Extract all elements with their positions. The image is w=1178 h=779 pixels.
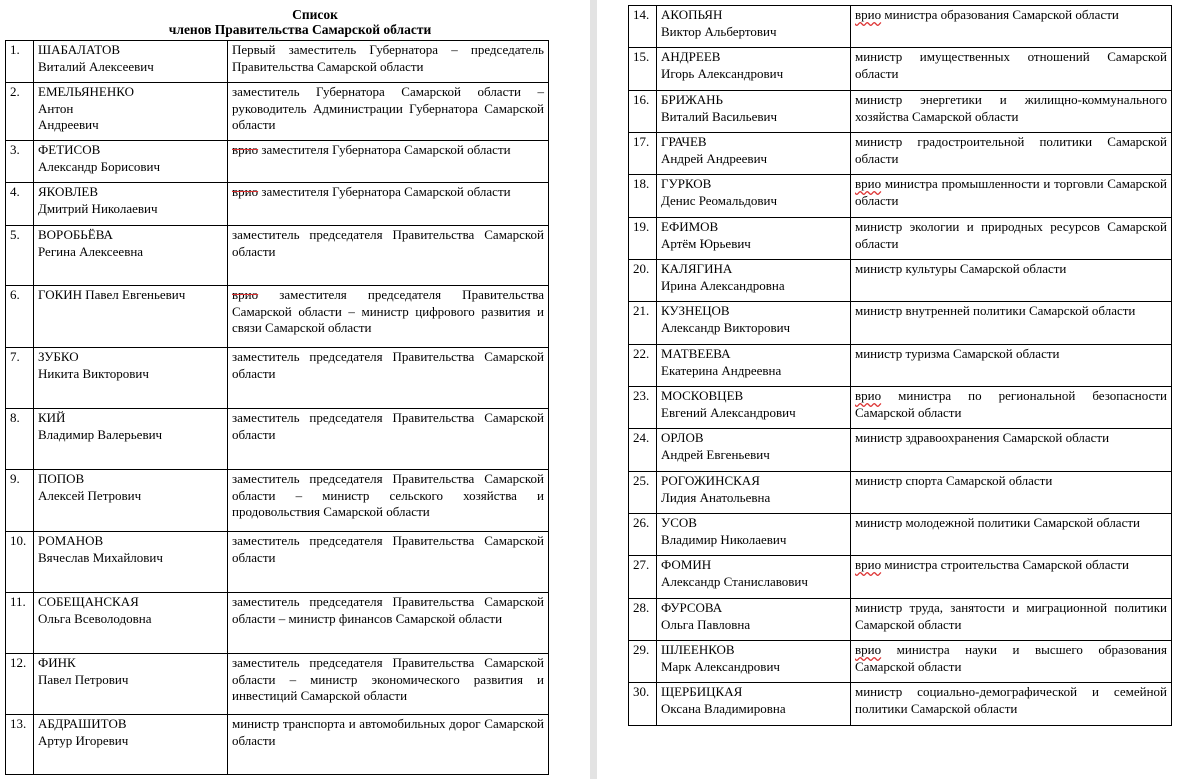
member-surname: ФИНК — [38, 655, 76, 670]
member-position: министр градостроительной политики Самарской области — [855, 134, 1167, 166]
member-given-name: Владимир Валерьевич — [38, 426, 163, 442]
acting-prefix: врио — [855, 176, 882, 191]
member-position-cell — [851, 683, 1172, 726]
row-number: 19. — [629, 218, 657, 260]
member-given-name: Алексей Петрович — [38, 487, 142, 503]
member-surname: ФУРСОВА — [661, 600, 723, 615]
member-surname: РОМАНОВ — [38, 533, 104, 548]
member-position: заместитель председателя Правительства Самарской области — [232, 227, 544, 259]
member-given-name: Ирина Александровна — [661, 277, 785, 293]
member-position: министр культуры Самарской области — [855, 261, 1067, 276]
table-row — [629, 472, 1172, 514]
member-position-cell — [851, 48, 1172, 91]
member-position: министр спорта Самарской области — [855, 473, 1053, 488]
member-position-cell — [228, 715, 549, 775]
member-position: заместитель председателя Правительства Самарской области — [232, 349, 544, 381]
member-position-cell — [851, 133, 1172, 175]
member-surname: ЯКОВЛЕВ — [38, 184, 99, 199]
acting-prefix: врио — [855, 388, 882, 403]
member-position-cell — [228, 654, 549, 715]
member-position: министра промышленности и торговли Самарской области — [855, 176, 1167, 208]
table-row — [629, 260, 1172, 302]
member-surname: МАТВЕЕВА — [661, 346, 731, 361]
member-surname: ШЛЕЕНКОВ — [661, 642, 735, 657]
table-row — [6, 41, 549, 83]
member-position-cell — [851, 6, 1172, 48]
table-row — [6, 470, 549, 532]
member-surname: ЗУБКО — [38, 349, 79, 364]
member-name-cell — [34, 286, 228, 348]
member-position: министр здравоохранения Самарской области — [855, 430, 1110, 445]
row-number: 16. — [629, 91, 657, 133]
member-position-cell — [851, 302, 1172, 345]
member-name-cell — [657, 260, 851, 302]
member-given-name: Оксана Владимировна — [661, 700, 786, 716]
member-surname: ФЕТИСОВ — [38, 142, 101, 157]
row-number: 25. — [629, 472, 657, 514]
row-number: 5. — [6, 226, 34, 286]
member-surname: КАЛЯГИНА — [661, 261, 733, 276]
member-position: министра науки и высшего образования Самарской области — [855, 642, 1167, 674]
member-name-cell — [657, 429, 851, 472]
member-given-name: Андрей Андреевич — [661, 150, 768, 166]
member-position-cell — [228, 470, 549, 532]
member-given-name: Денис Реомальдович — [661, 192, 777, 208]
member-name-cell — [657, 387, 851, 429]
document-title — [0, 7, 590, 37]
member-surname: ШАБАЛАТОВ — [38, 42, 121, 57]
member-position: заместитель председателя Правительства Самарской области — [232, 533, 544, 565]
row-number: 6. — [6, 286, 34, 348]
member-given-name: Виктор Альбертович — [661, 23, 777, 39]
member-name-cell — [657, 641, 851, 683]
row-number: 12. — [6, 654, 34, 715]
table-row — [6, 183, 549, 226]
table-row — [629, 6, 1172, 48]
member-surname: СОБЕЩАНСКАЯ — [38, 594, 139, 609]
member-surname: ГОКИН Павел Евгеньевич — [38, 287, 186, 302]
table-row — [6, 654, 549, 715]
row-number: 20. — [629, 260, 657, 302]
member-name-cell — [34, 183, 228, 226]
table-row — [6, 226, 549, 286]
member-position-cell — [851, 218, 1172, 260]
row-number: 28. — [629, 599, 657, 641]
member-surname: АБДРАШИТОВ — [38, 716, 127, 731]
title-line-1: Список — [292, 7, 338, 22]
member-position-cell — [851, 175, 1172, 218]
member-given-name: Никита Викторович — [38, 365, 149, 381]
member-surname: ГРАЧЕВ — [661, 134, 707, 149]
table-row — [629, 387, 1172, 429]
member-surname: ФОМИН — [661, 557, 712, 572]
member-name-cell — [34, 470, 228, 532]
member-position: министра по региональной безопасности Самарской области — [855, 388, 1167, 420]
member-name-cell — [34, 409, 228, 470]
table-row — [629, 345, 1172, 387]
member-position: министра образования Самарской области — [881, 7, 1119, 22]
member-position: министр молодежной политики Самарской области — [855, 515, 1140, 530]
member-position: министр экологии и природных ресурсов Самарской области — [855, 219, 1167, 251]
row-number: 15. — [629, 48, 657, 91]
member-surname: ЕМЕЛЬЯНЕНКО — [38, 84, 134, 99]
table-row — [629, 429, 1172, 472]
member-position-cell — [851, 556, 1172, 599]
member-given-name: Ольга Павловна — [661, 616, 751, 632]
table-row — [629, 514, 1172, 556]
table-row — [629, 302, 1172, 345]
member-name-cell — [657, 599, 851, 641]
member-given-name: Артём Юрьевич — [661, 235, 751, 251]
member-position: заместителя председателя Правительства Самарской области – министр цифрового развития и связи Самарской области — [232, 287, 544, 335]
table-row — [6, 409, 549, 470]
table-row — [629, 175, 1172, 218]
member-given-name: Вячеслав Михайлович — [38, 549, 163, 565]
member-position-cell — [851, 472, 1172, 514]
row-number: 13. — [6, 715, 34, 775]
member-position: министра строительства Самарской области — [881, 557, 1129, 572]
member-position-cell — [228, 593, 549, 654]
members-table-left — [5, 40, 549, 775]
member-position-cell — [851, 514, 1172, 556]
members-table-right — [628, 5, 1172, 726]
row-number: 23. — [629, 387, 657, 429]
member-position-cell — [228, 532, 549, 593]
member-surname: МОСКОВЦЕВ — [661, 388, 744, 403]
member-position: Первый заместитель Губернатора – председатель Правительства Самарской области — [232, 42, 544, 74]
row-number: 8. — [6, 409, 34, 470]
member-given-name: Виталий Васильевич — [661, 108, 777, 124]
member-surname: АКОПЬЯН — [661, 7, 723, 22]
member-position: заместитель Губернатора Самарской области – руководитель Администрации Губернатора Самарской области — [232, 84, 544, 132]
member-position: министр труда, занятости и миграционной политики Самарской области — [855, 600, 1167, 632]
member-surname: УСОВ — [661, 515, 697, 530]
member-position-cell — [851, 260, 1172, 302]
table-row — [629, 48, 1172, 91]
member-name-cell — [657, 91, 851, 133]
row-number: 26. — [629, 514, 657, 556]
member-name-cell — [34, 593, 228, 654]
row-number: 4. — [6, 183, 34, 226]
acting-prefix: врио — [232, 287, 259, 302]
member-position-cell — [851, 429, 1172, 472]
row-number: 1. — [6, 41, 34, 83]
member-given-name: Владимир Николаевич — [661, 531, 787, 547]
member-position: министр туризма Самарской области — [855, 346, 1060, 361]
member-given-name: Андрей Евгеньевич — [661, 446, 770, 462]
row-number: 22. — [629, 345, 657, 387]
table-row — [629, 641, 1172, 683]
member-name-cell — [34, 226, 228, 286]
member-position-cell — [851, 345, 1172, 387]
member-given-name: Артур Игоревич — [38, 732, 129, 748]
member-position: заместителя Губернатора Самарской области — [258, 184, 511, 199]
acting-prefix: врио — [855, 642, 882, 657]
member-surname: ЩЕРБИЦКАЯ — [661, 684, 743, 699]
table-row — [6, 286, 549, 348]
row-number: 17. — [629, 133, 657, 175]
row-number: 9. — [6, 470, 34, 532]
title-line-2: членов Правительства Самарской области — [168, 22, 432, 37]
member-position: министр внутренней политики Самарской области — [855, 303, 1136, 318]
member-surname: АНДРЕЕВ — [661, 49, 721, 64]
member-position: министр социально-демографической и семейной политики Самарской области — [855, 684, 1167, 716]
table-row — [629, 556, 1172, 599]
table-row — [6, 532, 549, 593]
member-name-cell — [34, 715, 228, 775]
member-surname: РОГОЖИНСКАЯ — [661, 473, 760, 488]
member-given-name: Дмитрий Николаевич — [38, 200, 158, 216]
table-row — [629, 218, 1172, 260]
member-name-cell — [657, 472, 851, 514]
member-name-cell — [34, 41, 228, 83]
member-given-name: Антон — [38, 100, 74, 116]
member-name-cell — [34, 141, 228, 183]
table-row — [629, 91, 1172, 133]
row-number: 18. — [629, 175, 657, 218]
member-position-cell — [228, 183, 549, 226]
table-row — [6, 83, 549, 141]
acting-prefix: врио — [855, 557, 882, 572]
member-name-cell — [34, 532, 228, 593]
row-number: 29. — [629, 641, 657, 683]
member-name-cell — [657, 556, 851, 599]
table-row — [6, 348, 549, 409]
member-position: министр имущественных отношений Самарской области — [855, 49, 1167, 81]
row-number: 27. — [629, 556, 657, 599]
table-row — [6, 715, 549, 775]
member-position-cell — [851, 641, 1172, 683]
member-given-name: Виталий Алексеевич — [38, 58, 154, 74]
member-position: заместителя Губернатора Самарской области — [258, 142, 511, 157]
member-given-name: Лидия Анатольевна — [661, 489, 771, 505]
table-row — [629, 599, 1172, 641]
member-position-cell — [228, 226, 549, 286]
member-name-cell — [657, 6, 851, 48]
member-position-cell — [228, 409, 549, 470]
member-given-name: Александр Борисович — [38, 158, 160, 174]
member-name-cell — [657, 218, 851, 260]
document-page-right — [597, 0, 1178, 779]
member-position: заместитель председателя Правительства Самарской области – министр экономического развития и инвестиций Самарской области — [232, 655, 544, 703]
member-surname: ПОПОВ — [38, 471, 85, 486]
member-given-name: Александр Викторович — [661, 319, 791, 335]
member-name-cell — [34, 348, 228, 409]
member-given-name: Ольга Всеволодовна — [38, 610, 152, 626]
page-gap — [590, 0, 597, 779]
member-position: заместитель председателя Правительства Самарской области – министр финансов Самарской области — [232, 594, 544, 626]
row-number: 11. — [6, 593, 34, 654]
member-name-cell — [657, 302, 851, 345]
member-surname: ГУРКОВ — [661, 176, 712, 191]
row-number: 21. — [629, 302, 657, 345]
member-position-cell — [228, 141, 549, 183]
row-number: 2. — [6, 83, 34, 141]
member-position-cell — [851, 387, 1172, 429]
member-position: министр транспорта и автомобильных дорог Самарской области — [232, 716, 544, 748]
row-number: 3. — [6, 141, 34, 183]
member-position-cell — [851, 91, 1172, 133]
table-row — [629, 133, 1172, 175]
acting-prefix: врио — [232, 184, 259, 199]
member-given-name: Регина Алексеевна — [38, 243, 144, 259]
member-name-cell — [657, 345, 851, 387]
member-given-name: Павел Петрович — [38, 671, 129, 687]
member-surname: КИЙ — [38, 410, 66, 425]
table-row — [6, 593, 549, 654]
member-name-cell — [657, 133, 851, 175]
member-position: заместитель председателя Правительства Самарской области — [232, 410, 544, 442]
member-position-cell — [228, 348, 549, 409]
member-position-cell — [228, 41, 549, 83]
member-name-cell — [657, 514, 851, 556]
member-given-name: Марк Александрович — [661, 658, 780, 674]
row-number: 10. — [6, 532, 34, 593]
member-name-cell — [657, 175, 851, 218]
member-given-name: Александр Станиславович — [661, 573, 808, 589]
member-position-cell — [228, 83, 549, 141]
member-surname: ЕФИМОВ — [661, 219, 719, 234]
table-row — [629, 683, 1172, 726]
member-given-name: Евгений Александрович — [661, 404, 796, 420]
acting-prefix: врио — [855, 7, 882, 22]
member-name-cell — [34, 654, 228, 715]
row-number: 7. — [6, 348, 34, 409]
member-surname: ОРЛОВ — [661, 430, 704, 445]
member-position: заместитель председателя Правительства Самарской области – министр сельского хозяйства и продовольствия Самарской области — [232, 471, 544, 519]
acting-prefix: врио — [232, 142, 259, 157]
member-position-cell — [851, 599, 1172, 641]
member-name-cell — [657, 48, 851, 91]
member-name-cell — [657, 683, 851, 726]
row-number: 14. — [629, 6, 657, 48]
member-name-cell — [34, 83, 228, 141]
member-surname: БРИЖАНЬ — [661, 92, 723, 107]
member-given-name: Андреевич — [38, 117, 99, 132]
row-number: 30. — [629, 683, 657, 726]
member-surname: КУЗНЕЦОВ — [661, 303, 730, 318]
member-given-name: Игорь Александрович — [661, 65, 784, 81]
member-position: министр энергетики и жилищно-коммунального хозяйства Самарской области — [855, 92, 1167, 124]
member-surname: ВОРОБЬЁВА — [38, 227, 113, 242]
table-row — [6, 141, 549, 183]
member-position-cell — [228, 286, 549, 348]
member-given-name: Екатерина Андреевна — [661, 362, 782, 378]
row-number: 24. — [629, 429, 657, 472]
